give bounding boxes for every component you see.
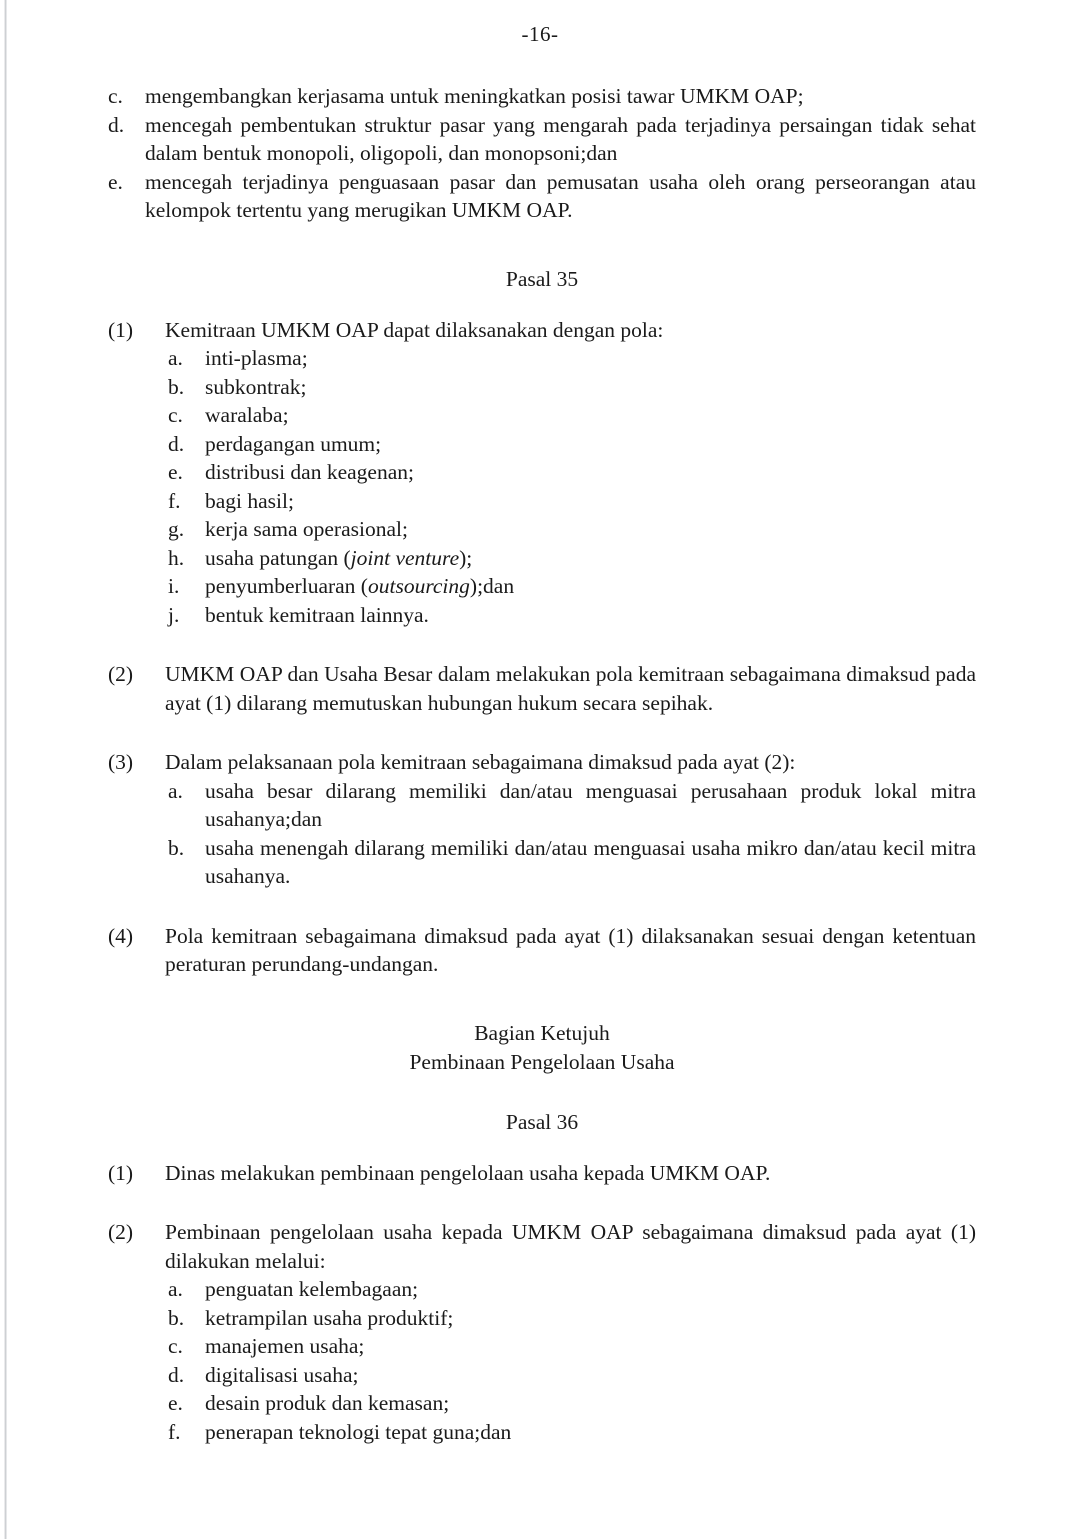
clause-text: Dalam pelaksanaan pola kemitraan sebagaimana dimaksud pada ayat (2):: [165, 750, 796, 774]
list-marker: d.: [168, 1362, 185, 1387]
list-item: [108, 168, 976, 225]
list-marker: h.: [168, 545, 185, 570]
pasal-35-heading: Pasal 35: [505, 266, 579, 291]
pasal-36-ayat-1: [108, 1159, 976, 1188]
list-item: [108, 82, 976, 111]
list-marker: a.: [168, 346, 183, 370]
list-item-text: bentuk kemitraan lainnya.: [205, 602, 429, 627]
list-marker: c.: [168, 1334, 183, 1358]
list-item-text: manajemen usaha;: [205, 1334, 365, 1358]
list-item: [168, 458, 976, 487]
list-item-text: desain produk dan kemasan;: [205, 1391, 450, 1415]
list-item-text: perdagangan umum;: [205, 431, 382, 456]
list-item-text: digitalisasi usaha;: [205, 1362, 359, 1387]
list-item: [168, 487, 976, 516]
list-item: [168, 515, 976, 544]
list-marker: c.: [168, 403, 183, 427]
list-item-text: penyumberluaran (outsourcing);dan: [205, 574, 515, 598]
list-item-text: mencegah terjadinya penguasaan pasar dan pemusatan usaha oleh orang perseorangan atau kelompok tertentu yang merugikan UMKM OAP.: [145, 169, 976, 222]
bagian-ketujuh-line-1: Bagian Ketujuh: [474, 1020, 610, 1045]
list-marker: a.: [168, 778, 183, 803]
list-marker: j.: [168, 602, 180, 627]
clause-text: Dinas melakukan pembinaan pengelolaan usaha kepada UMKM OAP.: [165, 1160, 771, 1185]
clause-number: (2): [108, 662, 134, 686]
list-marker: g.: [168, 517, 185, 541]
list-item: [168, 1304, 976, 1333]
page-number: -16-: [521, 22, 559, 46]
list-item-text: distribusi dan keagenan;: [205, 460, 414, 484]
list-marker: d.: [168, 431, 185, 456]
list-marker: b.: [168, 1305, 185, 1330]
pasal-36-heading: Pasal 36: [505, 1109, 579, 1134]
pasal-36-ayat-2-list: [168, 1275, 976, 1446]
list-marker: b.: [168, 374, 185, 399]
clause-number: (4): [108, 923, 134, 948]
list-item-text: mengembangkan kerjasama untuk meningkatkan posisi tawar UMKM OAP;: [145, 84, 804, 108]
list-marker: e.: [108, 169, 123, 194]
list-item: [168, 430, 976, 459]
pasal-35-ayat-4: [108, 922, 976, 979]
pasal-35-ayat-1-list: [168, 344, 976, 629]
list-marker: c.: [108, 84, 123, 108]
bagian-ketujuh-heading: [108, 1019, 976, 1077]
list-item: [108, 111, 976, 168]
list-item-text: mencegah pembentukan struktur pasar yang mengarah pada terjadinya persaingan tidak sehat dalam bentuk monopoli, oligopoli, dan monopsoni;dan: [145, 112, 976, 165]
list-item: [168, 601, 976, 630]
list-item-text: usaha besar dilarang memiliki dan/atau menguasai perusahaan produk lokal mitra usahanya;dan: [205, 778, 976, 831]
continuation-list: [108, 82, 976, 225]
list-marker: a.: [168, 1277, 183, 1301]
pasal-35-ayat-1: [108, 316, 976, 345]
pasal-35-ayat-2: [108, 660, 976, 717]
pasal-35-ayat-3-list: [168, 777, 976, 891]
clause-number: (3): [108, 750, 134, 774]
list-item: [168, 373, 976, 402]
pasal-35-ayat-3: [108, 748, 976, 777]
list-item: [168, 834, 976, 891]
clause-number: (1): [108, 317, 134, 342]
list-item: [168, 572, 976, 601]
clause-number: (2): [108, 1220, 134, 1244]
clause-text: Pembinaan pengelolaan usaha kepada UMKM OAP sebagaimana dimaksud pada ayat (1) dilakukan melalui:: [165, 1220, 976, 1273]
clause-text: Pola kemitraan sebagaimana dimaksud pada ayat (1) dilaksanakan sesuai dengan ketentuan peraturan perundang-undangan.: [165, 923, 976, 976]
list-item-text: subkontrak;: [205, 374, 307, 399]
document-body: [108, 82, 976, 1446]
clause-text: Kemitraan UMKM OAP dapat dilaksanakan dengan pola:: [165, 317, 664, 342]
list-marker: f.: [168, 1419, 181, 1444]
clause-text: UMKM OAP dan Usaha Besar dalam melakukan pola kemitraan sebagaimana dimaksud pada ayat (1) dilarang memutuskan hubungan hukum secara sepihak.: [165, 662, 976, 715]
list-item-text: kerja sama operasional;: [205, 517, 408, 541]
list-marker: b.: [168, 835, 185, 860]
list-item: [168, 544, 976, 573]
list-item-text: penguatan kelembagaan;: [205, 1277, 419, 1301]
list-item-text: ketrampilan usaha produktif;: [205, 1305, 454, 1330]
clause-number: (1): [108, 1160, 134, 1185]
list-marker: f.: [168, 488, 181, 513]
list-item-text: bagi hasil;: [205, 488, 294, 513]
bagian-ketujuh-line-2: Pembinaan Pengelolaan Usaha: [409, 1049, 675, 1074]
list-item: [168, 1275, 976, 1304]
list-item: [168, 1389, 976, 1418]
list-item-text: penerapan teknologi tepat guna;dan: [205, 1419, 512, 1444]
list-item: [168, 1418, 976, 1447]
list-item: [168, 1332, 976, 1361]
pasal-36-ayat-2: [108, 1218, 976, 1275]
list-item: [168, 401, 976, 430]
list-marker: d.: [108, 112, 125, 137]
list-marker: e.: [168, 1391, 183, 1415]
list-item: [168, 777, 976, 834]
list-marker: e.: [168, 460, 183, 484]
list-marker: i.: [168, 574, 180, 598]
list-item: [168, 1361, 976, 1390]
list-item: [168, 344, 976, 373]
list-item-text: usaha menengah dilarang memiliki dan/atau menguasai usaha mikro dan/atau kecil mitra usahanya.: [205, 835, 976, 888]
list-item-text: waralaba;: [205, 403, 289, 427]
list-item-text: inti-plasma;: [205, 346, 308, 370]
list-item-text: usaha patungan (joint venture);: [205, 545, 473, 570]
